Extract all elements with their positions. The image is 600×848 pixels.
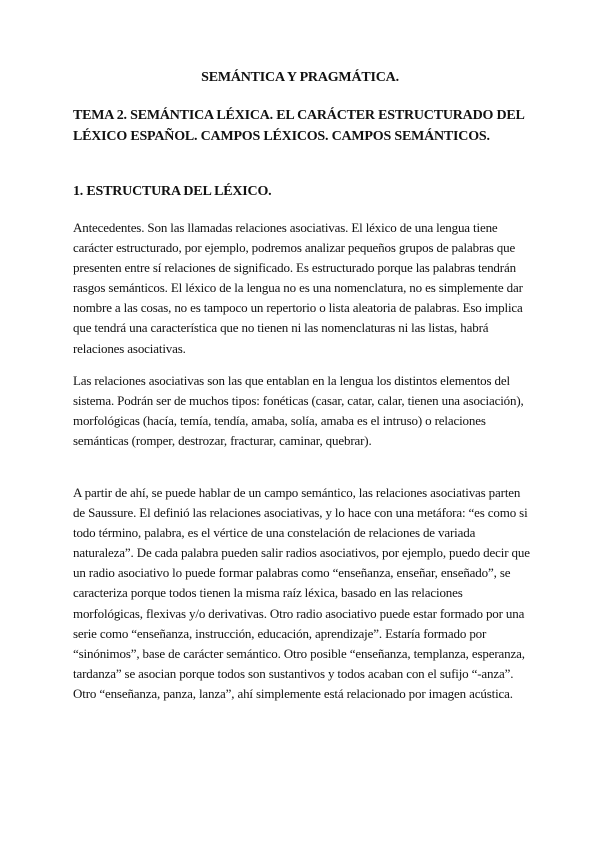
- paragraph-antecedentes: Antecedentes. Son las llamadas relaciones asociativas. El léxico de una lengua tiene carácter estructurado, por ejemplo, podremos analizar pequeños grupos de palabras que presenten entre sí relaciones de significado. Es estructurado porque las palabras tendrán rasgos semánticos. El léxico de la lengua no es una nomenclatura, no es simplemente dar nombre a las cosas, no es tampoco un repertorio o lista aleatoria de palabras. Eso implica que tendrá una característica que no tienen ni las nomenclaturas ni las listas, habrá relaciones asociativas.: [73, 220, 523, 356]
- paragraph-campo-semantico: A partir de ahí, se puede hablar de un campo semántico, las relaciones asociativas parten de Saussure. El definió las relaciones asociativas, y lo hace con una metáfora: “es como si todo término, palabra, es el vértice de una constelación de relaciones de variada naturaleza”. De cada palabra pueden salir radios asociativos, por ejemplo, puedo decir que un radio asociativo lo puede formar palabras como “enseñanza, enseñar, enseñado”, se caracteriza porque todos tienen la misma raíz léxica, basado en las relaciones morfológicas, flexivas y/o derivativas. Otro radio asociativo puede estar formado por una serie como “enseñanza, instrucción, educación, aprendizaje”. Estaría formado por “sinónimos”, base de carácter semántico. Otro posible “enseñanza, templanza, esperanza, tardanza” se asocian porque todos son sustantivos y todos acaban con el sufijo “-anza”. Otro “enseñanza, panza, lanza”, ahí simplemente está relacionado por imagen acústica.: [73, 485, 530, 701]
- section-heading: 1. ESTRUCTURA DEL LÉXICO.: [73, 184, 272, 199]
- document-title: SEMÁNTICA Y PRAGMÁTICA.: [201, 70, 399, 85]
- topic-heading: TEMA 2. SEMÁNTICA LÉXICA. EL CARÁCTER ESTRUCTURADO DEL LÉXICO ESPAÑOL. CAMPOS LÉXICOS. CAMPOS SEMÁNTICOS.: [73, 108, 524, 144]
- paragraph-relaciones-asociativas: Las relaciones asociativas son las que entablan en la lengua los distintos elementos del sistema. Podrán ser de muchos tipos: fonéticas (casar, catar, calar, tienen una asociación), morfológicas (hacía, temía, tendía, amaba, solía, amaba es el intruso) o relaciones semánticas (romper, destrozar, fracturar, caminar, quebrar).: [73, 373, 524, 449]
